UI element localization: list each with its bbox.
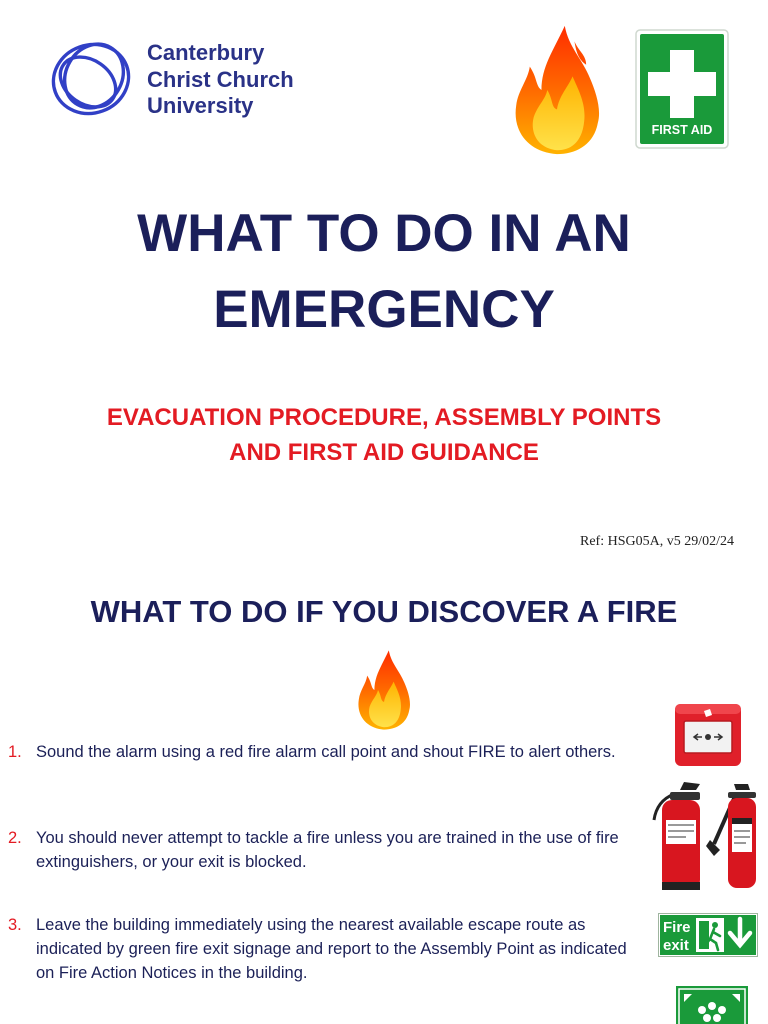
assembly-point-sign-icon	[676, 986, 748, 1024]
page-subtitle: EVACUATION PROCEDURE, ASSEMBLY POINTS AND FIRST AID GUIDANCE	[106, 404, 662, 466]
page-title: WHAT TO DO IN AN EMERGENCY	[137, 204, 631, 339]
step-number: 3.	[8, 916, 22, 934]
step-number: 2.	[8, 829, 22, 847]
step-text: You should never attempt to tackle a fire unless you are trained in the use of fire extinguishers, or your exit is blocked.	[36, 829, 619, 871]
university-logo-icon	[48, 36, 134, 122]
step-number: 1.	[8, 743, 22, 761]
flame-icon	[352, 648, 416, 732]
list-item	[8, 913, 643, 985]
document-reference: Ref: HSG05A, v5 29/02/24	[580, 534, 734, 549]
university-name: Canterbury Christ Church University	[147, 40, 294, 118]
step-text: Sound the alarm using a red fire alarm call point and shout FIRE to alert others.	[36, 743, 616, 761]
list-item	[8, 826, 643, 874]
svg-text:exit: exit	[663, 937, 689, 954]
fire-alarm-call-point-icon	[674, 703, 742, 767]
fire-extinguisher-icon	[644, 780, 762, 892]
first-aid-sign-icon	[634, 28, 730, 150]
section-title: WHAT TO DO IF YOU DISCOVER A FIRE	[90, 594, 678, 629]
flame-icon	[508, 22, 606, 158]
fire-exit-sign-icon	[658, 913, 758, 957]
step-text: Leave the building immediately using the nearest available escape route as indicated by green fire exit signage and report to the Assembly Point as indicated on Fire Action Notices in the building.	[36, 916, 627, 982]
list-item	[8, 740, 643, 764]
svg-text:FIRST AID: FIRST AID	[651, 123, 713, 137]
svg-text:Fire: Fire	[663, 919, 691, 936]
